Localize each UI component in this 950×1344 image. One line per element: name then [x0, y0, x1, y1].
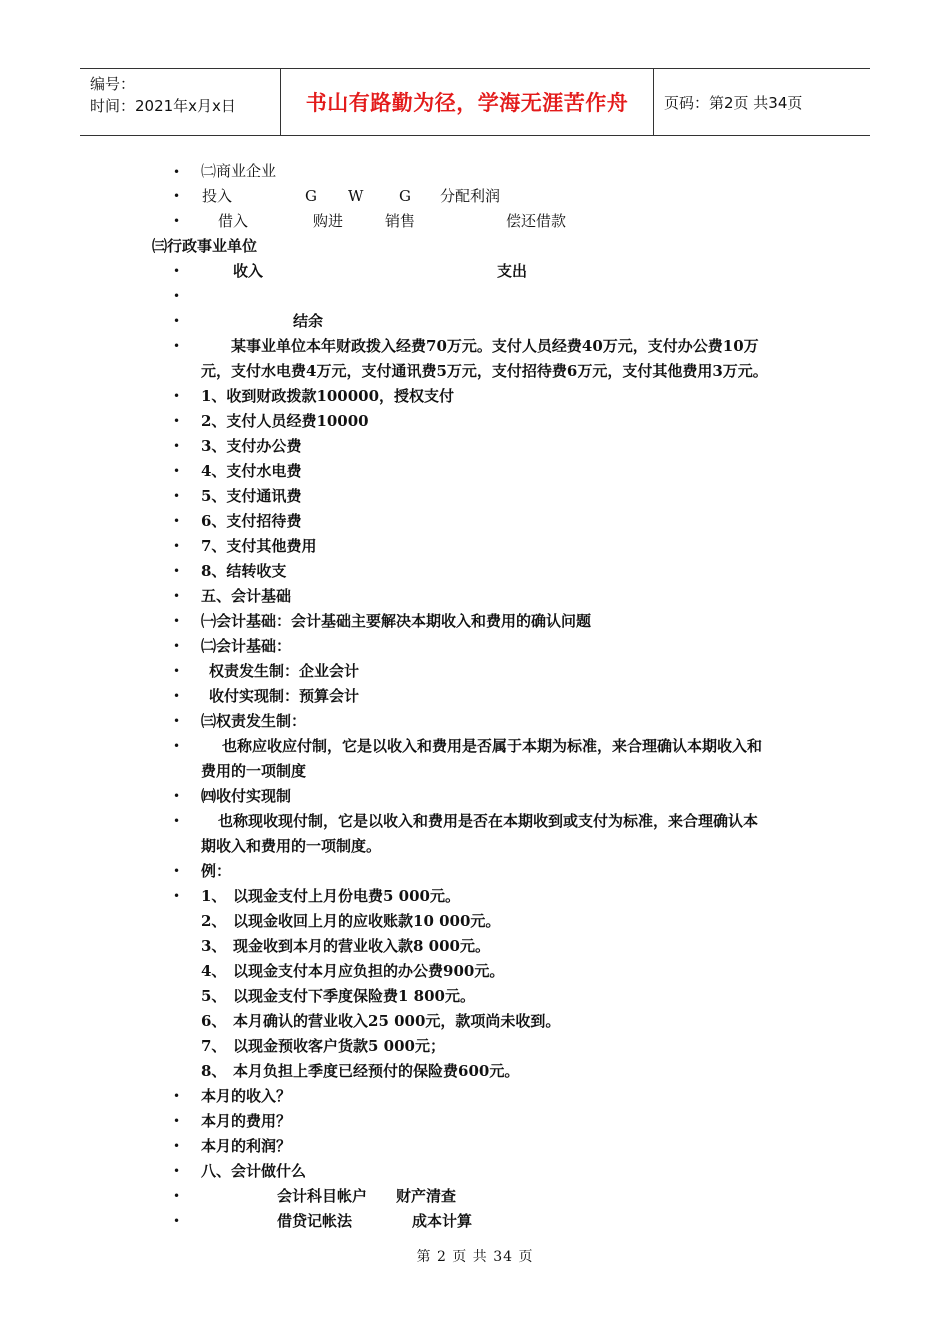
- flow-line: [0, 1211, 950, 1231]
- example-text: 以现金支付本月应负担的办公费900元。: [233, 962, 505, 980]
- flow-item: 销售: [385, 212, 416, 230]
- example-text: 以现金支付上月份电费5 000元。: [233, 887, 460, 905]
- text-line: 收付实现制：预算会计: [209, 687, 360, 705]
- bullet: •: [173, 664, 181, 678]
- bullet: •: [173, 739, 181, 753]
- text-line: 6、支付招待费: [201, 512, 302, 530]
- text-line: 1、收到财政拨款100000，授权支付: [201, 387, 455, 405]
- text-line: 期收入和费用的一项制度。: [201, 837, 382, 855]
- bullet: •: [173, 1189, 181, 1203]
- bullet: •: [173, 639, 181, 653]
- bullet: •: [173, 514, 181, 528]
- example-text: 以现金收回上月的应收账款10 000元。: [233, 912, 501, 930]
- flow-item: 投入: [202, 187, 233, 205]
- text-line: 3、支付办公费: [201, 437, 302, 455]
- text-line: 也称应收应付制，它是以收入和费用是否属于本期为标准，来合理确认本期收入和: [222, 737, 763, 755]
- bullet: •: [173, 689, 181, 703]
- example-number: 1、: [201, 887, 227, 905]
- flow-item: G: [399, 187, 411, 205]
- flow-line: [0, 261, 950, 281]
- text-line: 结余: [293, 312, 324, 330]
- example-text: 本月确认的营业收入25 000元，款项尚未收到。: [233, 1012, 561, 1030]
- bullet: •: [173, 564, 181, 578]
- page-header: [80, 68, 870, 136]
- header-meta: [80, 69, 281, 135]
- text-line: 某事业单位本年财政拨入经费70万元。支付人员经费40万元，支付办公费10万: [231, 337, 759, 355]
- bullet: •: [173, 539, 181, 553]
- text-line: 8、结转收支: [201, 562, 287, 580]
- header-time: 时间：2021年x月x日: [90, 97, 236, 115]
- text-line: 5、支付通讯费: [201, 487, 302, 505]
- bullet: •: [173, 289, 181, 303]
- section-heading: 八、会计做什么: [201, 1162, 307, 1180]
- page-footer: 第 2 页 共 34 页: [416, 1249, 534, 1265]
- bullet: •: [173, 1164, 181, 1178]
- header-number: 编号：: [90, 75, 136, 93]
- example-number: 3、: [201, 937, 227, 955]
- text-line: 4、支付水电费: [201, 462, 302, 480]
- header-page-info: 页码：第2页 共34页: [664, 94, 803, 112]
- bullet: •: [173, 1114, 181, 1128]
- example-text: 以现金支付下季度保险费1 800元。: [233, 987, 475, 1005]
- text-line: ㈢权责发生制：: [201, 712, 307, 730]
- flow-item: W: [348, 187, 364, 205]
- flow-item: 收入: [233, 262, 264, 280]
- question-line: 本月的利润？: [201, 1137, 292, 1155]
- question-line: 本月的费用？: [201, 1112, 292, 1130]
- text-line: 也称现收现付制，它是以收入和费用是否在本期收到或支付为标准，来合理确认本: [218, 812, 759, 830]
- bullet: •: [173, 814, 181, 828]
- example-number: 2、: [201, 912, 227, 930]
- flow-line: [0, 211, 950, 231]
- flow-item: 成本计算: [412, 1212, 473, 1230]
- example-number: 6、: [201, 1012, 227, 1030]
- example-text: 以现金预收客户货款5 000元；: [233, 1037, 445, 1055]
- bullet: •: [173, 439, 181, 453]
- header-motto: 书山有路勤为径，学海无涯苦作舟: [281, 69, 654, 135]
- text-line: 2、支付人员经费10000: [201, 412, 369, 430]
- flow-line: [0, 1186, 950, 1206]
- text-line: 7、支付其他费用: [201, 537, 317, 555]
- flow-item: 偿还借款: [506, 212, 567, 230]
- bullet: •: [173, 614, 181, 628]
- bullet: •: [173, 864, 181, 878]
- bullet: •: [173, 889, 181, 903]
- example-number: 7、: [201, 1037, 227, 1055]
- bullet: •: [173, 389, 181, 403]
- bullet: •: [173, 1139, 181, 1153]
- flow-item: 借贷记帐法: [277, 1212, 353, 1230]
- flow-item: 财产清查: [396, 1187, 457, 1205]
- flow-item: 会计科目帐户: [277, 1187, 368, 1205]
- bullet: •: [173, 214, 181, 228]
- flow-item: 借入: [218, 212, 249, 230]
- bullet: •: [173, 464, 181, 478]
- example-text: 本月负担上季度已经预付的保险费600元。: [233, 1062, 520, 1080]
- bullet: •: [173, 589, 181, 603]
- example-number: 4、: [201, 962, 227, 980]
- bullet: •: [173, 714, 181, 728]
- bullet: •: [173, 414, 181, 428]
- text-line: 费用的一项制度: [201, 762, 307, 780]
- text-line: ㈡商业企业: [201, 162, 277, 180]
- bullet: •: [173, 264, 181, 278]
- text-line: 例：: [201, 862, 232, 880]
- text-line: ㈠会计基础：会计基础主要解决本期收入和费用的确认问题: [201, 612, 592, 630]
- section-heading: 五、会计基础: [201, 587, 292, 605]
- flow-item: 购进: [313, 212, 344, 230]
- flow-item: G: [305, 187, 317, 205]
- flow-item: 分配利润: [440, 187, 501, 205]
- example-text: 现金收到本月的营业收入款8 000元。: [233, 937, 490, 955]
- section-heading: ㈢行政事业单位: [152, 237, 258, 255]
- example-number: 8、: [201, 1062, 227, 1080]
- bullet: •: [173, 789, 181, 803]
- question-line: 本月的收入？: [201, 1087, 292, 1105]
- bullet: •: [173, 1089, 181, 1103]
- flow-item: 支出: [497, 262, 528, 280]
- bullet: •: [173, 189, 181, 203]
- bullet: •: [173, 1214, 181, 1228]
- bullet: •: [173, 314, 181, 328]
- flow-line: [0, 186, 950, 206]
- text-line: ㈡会计基础：: [201, 637, 292, 655]
- bullet: •: [173, 165, 181, 179]
- text-line: ㈣收付实现制: [201, 787, 292, 805]
- text-line: 权责发生制：企业会计: [209, 662, 360, 680]
- example-number: 5、: [201, 987, 227, 1005]
- bullet: •: [173, 339, 181, 353]
- text-line: 元，支付水电费4万元，支付通讯费5万元，支付招待费6万元，支付其他费用3万元。: [201, 362, 768, 380]
- bullet: •: [173, 489, 181, 503]
